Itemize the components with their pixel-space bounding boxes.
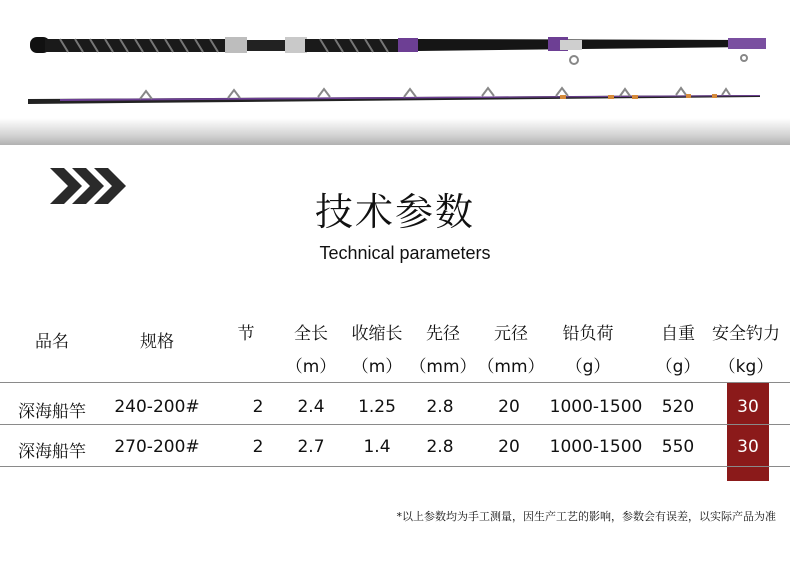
cell-butt: 20 — [498, 437, 520, 457]
cell-sections: 2 — [252, 437, 264, 457]
header-spec: 规格 — [140, 332, 174, 352]
unit-closed: （m） — [351, 357, 403, 377]
table-divider — [0, 424, 790, 425]
product-image — [0, 0, 790, 145]
cell-closed: 1.4 — [363, 437, 391, 457]
cell-power: 30 — [737, 437, 759, 457]
cell-tip: 2.8 — [426, 397, 454, 417]
unit-tip: （mm） — [409, 357, 477, 377]
header-length: 全长 — [294, 324, 328, 344]
header-sections: 节 — [237, 324, 255, 344]
cell-sections: 2 — [252, 397, 264, 417]
table-divider — [0, 466, 790, 467]
table-divider — [0, 382, 790, 383]
cell-length: 2.7 — [297, 437, 325, 457]
cell-tip: 2.8 — [426, 437, 454, 457]
cell-lure: 1000-1500 — [549, 437, 643, 457]
cell-lure: 1000-1500 — [549, 397, 643, 417]
unit-weight: （g） — [655, 357, 701, 377]
cell-spec: 270-200# — [114, 437, 200, 457]
page-subtitle: Technical parameters — [319, 243, 491, 263]
page-title: 技术参数 — [314, 190, 475, 234]
unit-lure: （g） — [565, 357, 611, 377]
cell-closed: 1.25 — [358, 397, 396, 417]
unit-butt: （mm） — [477, 357, 545, 377]
header-lure: 铅负荷 — [562, 324, 614, 344]
disclaimer-note: *以上参数均为手工测量，因生产工艺的影响，参数会有误差，以实际产品为准 — [396, 510, 776, 523]
cell-name: 深海船竿 — [18, 402, 86, 422]
cell-weight: 550 — [661, 437, 695, 457]
header-butt: 元径 — [494, 324, 528, 344]
cell-length: 2.4 — [297, 397, 325, 417]
header-name: 品名 — [35, 332, 69, 352]
header-power: 安全钓力 — [712, 324, 780, 344]
header-closed: 收缩长 — [351, 324, 403, 344]
cell-name: 深海船竿 — [18, 442, 86, 462]
cell-power: 30 — [737, 397, 759, 417]
unit-power: （kg） — [718, 357, 774, 377]
cell-butt: 20 — [498, 397, 520, 417]
cell-spec: 240-200# — [114, 397, 200, 417]
header-tip: 先径 — [426, 324, 460, 344]
cell-weight: 520 — [661, 397, 695, 417]
unit-length: （m） — [285, 357, 337, 377]
header-weight: 自重 — [661, 324, 695, 344]
